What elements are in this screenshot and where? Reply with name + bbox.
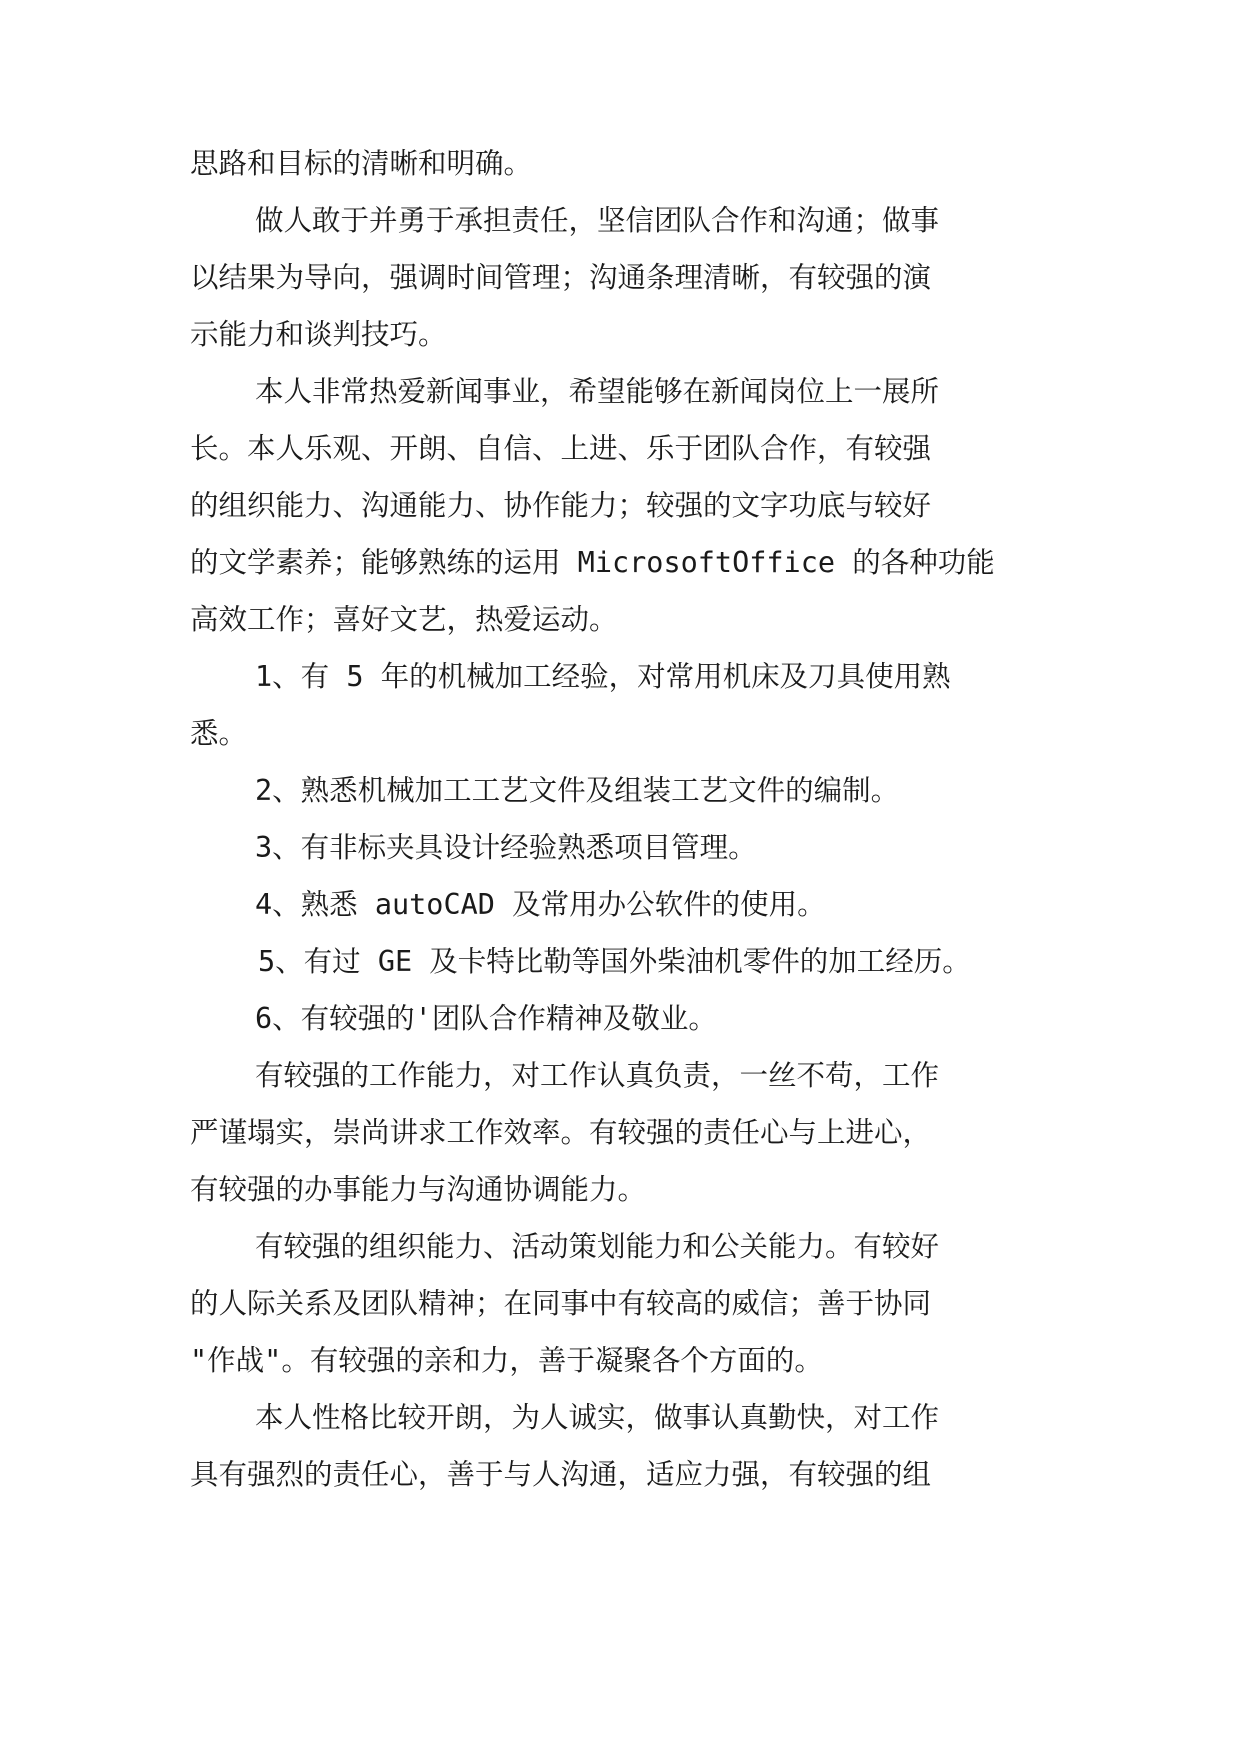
text-line: 有较强的组织能力、活动策划能力和公关能力。有较好 [255,1230,940,1263]
text-line: 具有强烈的责任心，善于与人沟通，适应力强，有较强的组 [190,1458,932,1491]
text-line: 做人敢于并勇于承担责任，坚信团队合作和沟通；做事 [255,204,940,237]
text-line: 示能力和谈判技巧。 [190,318,447,351]
text-line: 5、有过 GE 及卡特比勒等国外柴油机零件的加工经历。 [258,945,971,978]
text-line: "作战"。有较强的亲和力，善于凝聚各个方面的。 [190,1344,823,1377]
text-line: 有较强的办事能力与沟通协调能力。 [190,1173,647,1206]
text-line: 有较强的工作能力，对工作认真负责，一丝不苟，工作 [255,1059,940,1092]
text-line: 2、熟悉机械加工工艺文件及组装工艺文件的编制。 [255,774,900,807]
text-line: 的组织能力、沟通能力、协作能力；较强的文字功底与较好 [190,489,932,522]
text-line: 6、有较强的'团队合作精神及敬业。 [255,1002,717,1035]
text-line: 3、有非标夹具设计经验熟悉项目管理。 [255,831,757,864]
text-line: 以结果为导向，强调时间管理；沟通条理清晰，有较强的演 [190,261,932,294]
text-line: 思路和目标的清晰和明确。 [190,147,533,180]
text-line: 的文学素养；能够熟练的运用 MicrosoftOffice 的各种功能 [190,546,995,579]
text-line: 1、有 5 年的机械加工经验，对常用机床及刀具使用熟 [255,660,951,693]
text-line: 本人非常热爱新闻事业，希望能够在新闻岗位上一展所 [255,375,940,408]
text-line: 严谨塌实，崇尚讲求工作效率。有较强的责任心与上进心， [190,1116,932,1149]
text-line: 长。本人乐观、开朗、自信、上进、乐于团队合作，有较强 [190,432,932,465]
text-line: 高效工作；喜好文艺，热爱运动。 [190,603,618,636]
text-line: 悉。 [190,717,248,750]
text-line: 本人性格比较开朗，为人诚实，做事认真勤快，对工作 [255,1401,940,1434]
text-line: 4、熟悉 autoCAD 及常用办公软件的使用。 [255,888,826,921]
text-line: 的人际关系及团队精神；在同事中有较高的威信；善于协同 [190,1287,932,1320]
